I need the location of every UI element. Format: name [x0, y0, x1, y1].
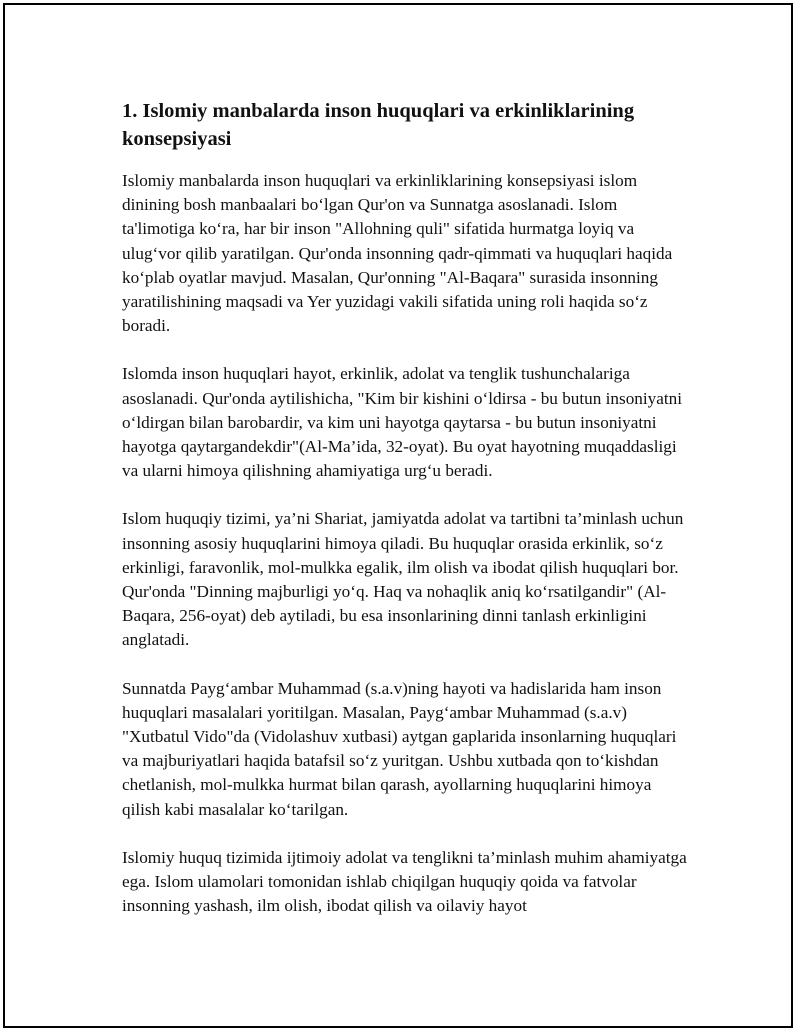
paragraph-1: Islomiy manbalarda inson huquqlari va erkinliklarining konsepsiyasi islom dinining bosh manbaalari bo‘lgan Qur'on va Sunnatga asoslanadi. Islom ta'limotiga ko‘ra, har bir inson "Allohning quli" sifatida hurmatga loyiq va ulug‘vor qilib yaratilgan. Qur'onda insonning qadr-qimmati va huquqlari haqida ko‘plab oyatlar mavjud. Masalan, Qur'onning "Al-Baqara" surasida insonning yaratilishining maqsadi va Yer yuzidagi vakili sifatida uning roli haqida so‘z boradi.	[122, 171, 673, 336]
paragraph-5: Islomiy huquq tizimida ijtimoiy adolat va tenglikni ta’minlash muhim ahamiyatga ega. Islom ulamolari tomonidan ishlab chiqilgan huquqiy qoida va fatvolar insonning yashash, ilm olish, ibodat qilish va oilaviy hayot	[122, 847, 687, 916]
paragraph-3: Islom huquqiy tizimi, ya’ni Shariat, jamiyatda adolat va tartibni ta’minlash uchun insonning asosiy huquqlarini himoya qiladi. Bu huquqlar orasida erkinlik, so‘z erkinligi, faravonlik, mol-mulkka egalik, ilm olish va ibodat qilish huquqlari bor. Qur'onda "Dinning majburligi yo‘q. Haq va nohaqlik aniq ko‘rsatilgandir" (Al-Baqara, 256-oyat) deb aytiladi, bu esa insonlarining dinni tanlash erkinligini anglatadi.	[122, 509, 684, 650]
page-frame	[3, 3, 793, 1028]
section-heading: 1. Islomiy manbalarda inson huquqlari va erkinliklarining konsepsiyasi	[122, 100, 635, 150]
paragraph-2: Islomda inson huquqlari hayot, erkinlik, adolat va tenglik tushunchalariga asoslanadi. Qur'onda aytilishicha, "Kim bir kishini o‘ldirsa - bu butun insoniyatni o‘ldirgan bilan barobardir, va kim uni hayotga qaytarsa - bu butun insoniyatni hayotga qaytargandekdir"(Al-Ma’ida, 32-oyat). Bu oyat hayotning muqaddasligi va ularni himoya qilishning ahamiyatiga urg‘u beradi.	[122, 364, 683, 481]
document-body	[122, 97, 692, 942]
paragraph-4: Sunnatda Payg‘ambar Muhammad (s.a.v)ning hayoti va hadislarida ham inson huquqlari masalalari yoritilgan. Masalan, Payg‘ambar Muhammad (s.a.v) "Xutbatul Vido"da (Vidolashuv xutbasi) aytgan gaplarida insonlarning huquqlari va majburiyatlari haqida batafsil so‘z yuritgan. Ushbu xutbada qon to‘kishdan chetlanish, mol-mulkka hurmat bilan qarash, ayollarning huquqlarini himoya qilish kabi masalalar ko‘tarilgan.	[122, 678, 677, 819]
